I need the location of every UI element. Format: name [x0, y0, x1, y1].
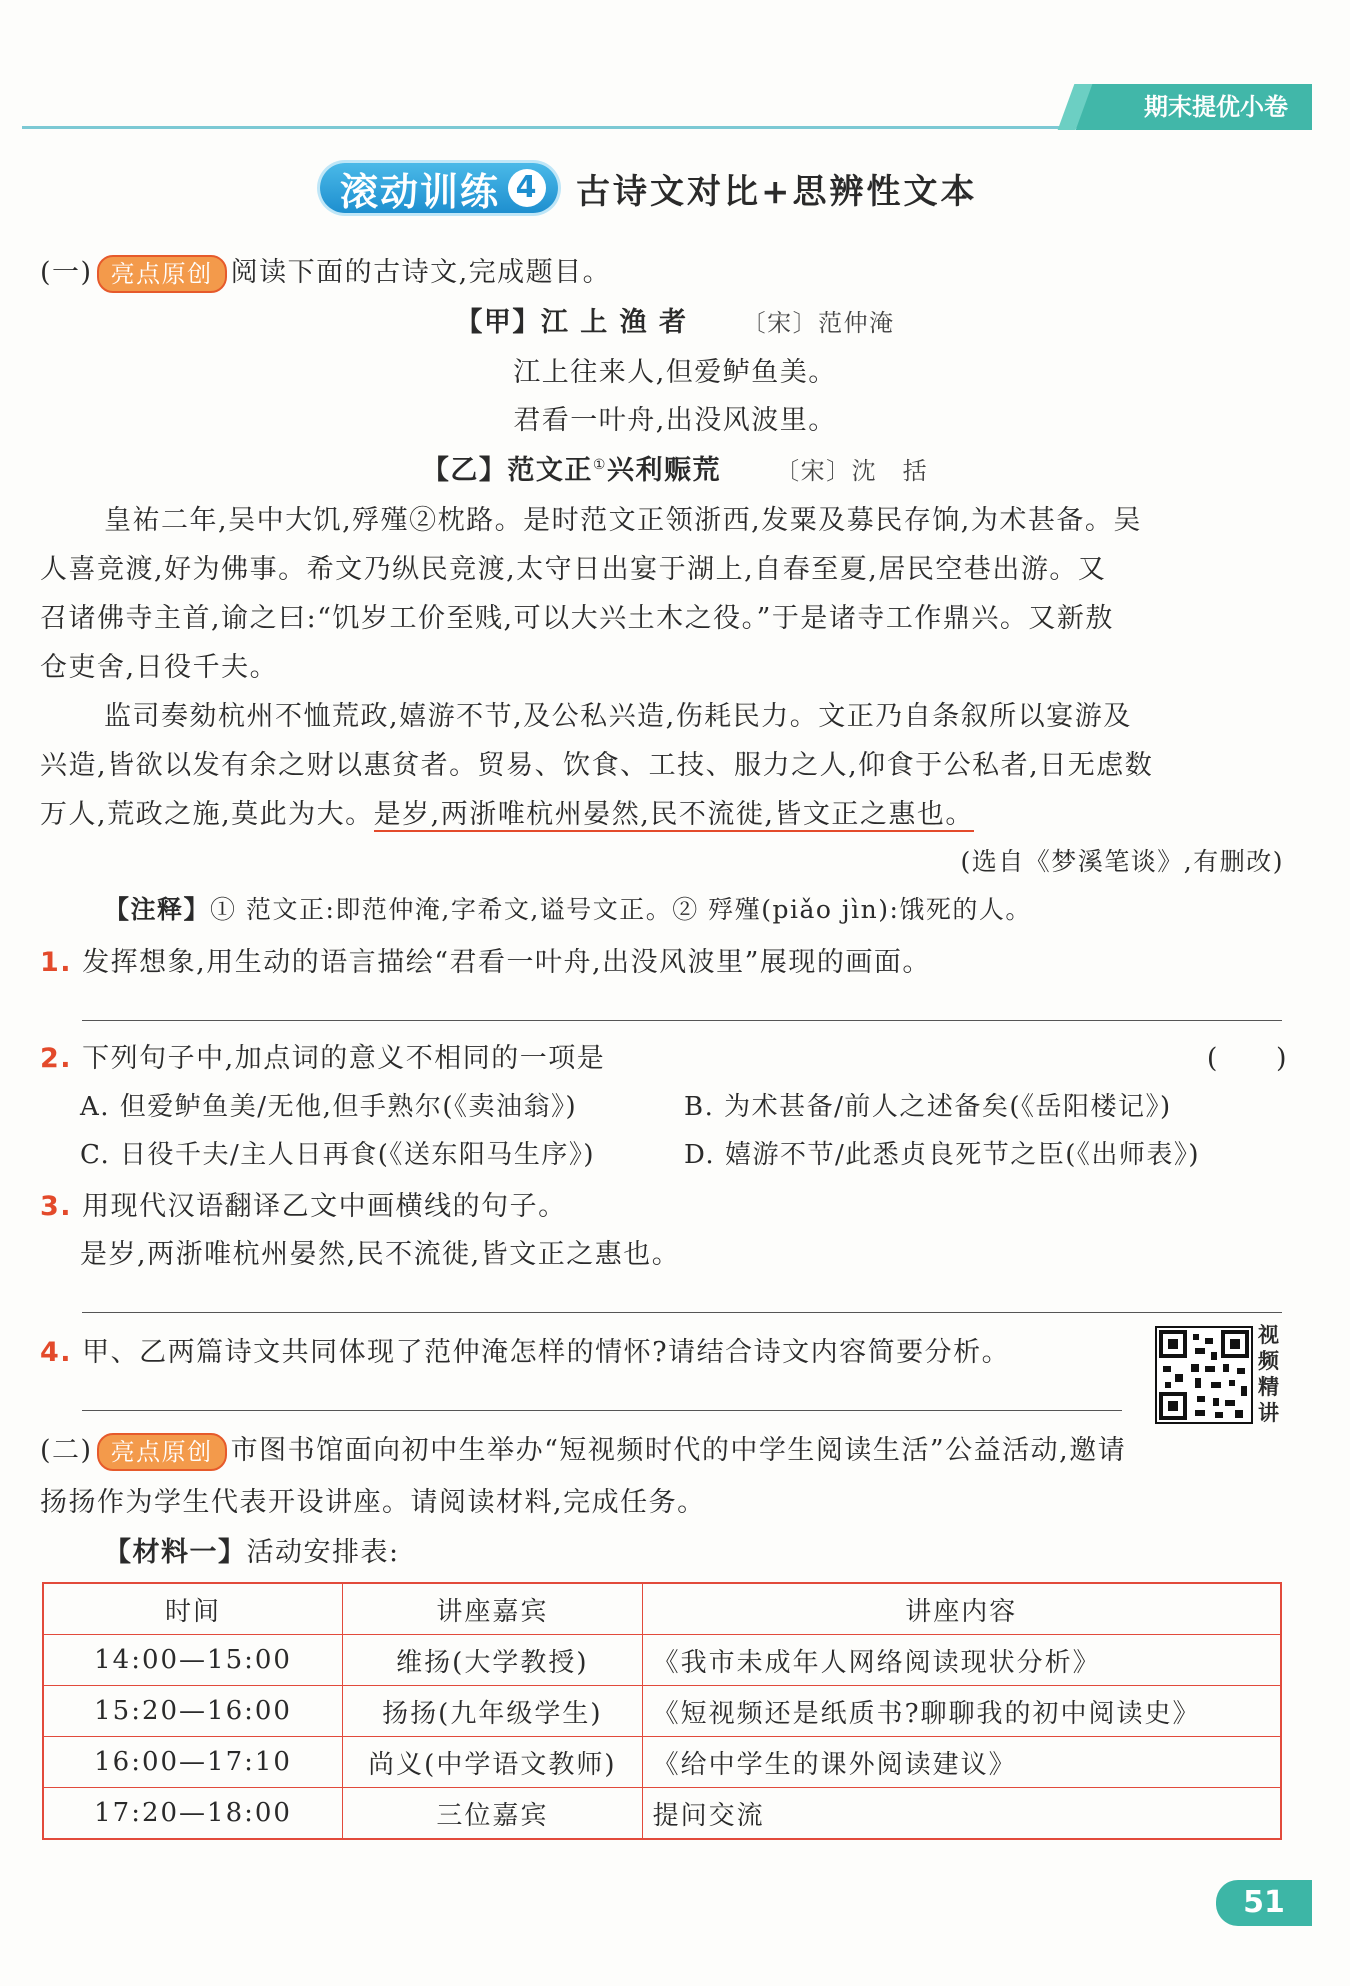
section2-heading: (二) 亮点原创 市图书馆面向初中生举办“短视频时代的中学生阅读生活”公益活动,邀请: [40, 1428, 1126, 1471]
answer-bracket[interactable]: ( ): [1206, 1043, 1288, 1074]
table-row: [43, 1686, 1281, 1737]
option-d[interactable]: D. 嬉游不节/此悉贞良死节之臣(《出师表》): [684, 1140, 1200, 1170]
para1-line-1: 皇祐二年,吴中大饥,殍殣②枕路。是时范文正领浙西,发粟及募民存饷,为术甚备。吴: [104, 505, 1142, 536]
answer-line-1[interactable]: [82, 1020, 1282, 1021]
table-row: [43, 1635, 1281, 1686]
poem-line-2: 君看一叶舟,出没风波里。: [513, 405, 837, 436]
option-b[interactable]: B. 为术甚备/前人之述备矣(《岳阳楼记》): [684, 1092, 1172, 1122]
table-row: [43, 1737, 1281, 1788]
table-header: 讲座内容: [642, 1583, 1281, 1635]
material-label: 【材料一】活动安排表:: [104, 1537, 400, 1568]
table-cell: 14:00—15:00: [43, 1635, 343, 1686]
table-row: [43, 1788, 1281, 1840]
para1-line-4: 仓吏舍,日役千夫。: [40, 652, 279, 683]
para1-line-2: 人喜竞渡,好为佛事。希文乃纵民竞渡,太守日出宴于湖上,自春至夏,居民空巷出游。又: [40, 554, 1107, 585]
qr-label: 视 频 精 讲: [1258, 1323, 1279, 1425]
question-1: 1. 发挥想象,用生动的语言描绘“君看一叶舟,出没风波里”展现的画面。: [40, 947, 931, 978]
answer-line-3[interactable]: [82, 1312, 1282, 1313]
section1-badge: 亮点原创: [97, 255, 227, 293]
question-2: 2. 下列句子中,加点词的意义不相同的一项是: [40, 1043, 606, 1074]
table-cell: 17:20—18:00: [43, 1788, 343, 1840]
title-badge: 滚动训练 4: [320, 163, 558, 213]
page-title: [320, 160, 978, 216]
table-header: 讲座嘉宾: [343, 1583, 643, 1635]
table-cell: 《短视频还是纸质书?聊聊我的初中阅读史》: [642, 1686, 1281, 1737]
title-number: 4: [508, 169, 546, 207]
poem-title: 【甲】江 上 渔 者 〔宋〕范仲淹: [455, 307, 895, 338]
option-a[interactable]: A. 但爱鲈鱼美/无他,但手熟尔(《卖油翁》): [80, 1092, 578, 1122]
source-note: (选自《梦溪笔谈》,有删改): [960, 847, 1284, 876]
table-cell: 《给中学生的课外阅读建议》: [642, 1737, 1281, 1788]
poem-line-1: 江上往来人,但爱鲈鱼美。: [513, 357, 837, 388]
para2-line-1: 监司奏劾杭州不恤荒政,嬉游不节,及公私兴造,伤耗民力。文正乃自条叙所以宴游及: [104, 701, 1132, 732]
question-4: 4. 甲、乙两篇诗文共同体现了范仲淹怎样的情怀?请结合诗文内容简要分析。: [40, 1337, 1011, 1368]
section2-line-2: 扬扬作为学生代表开设讲座。请阅读材料,完成任务。: [40, 1487, 706, 1518]
qr-code-icon[interactable]: [1155, 1326, 1253, 1424]
page-number: 51: [1216, 1880, 1312, 1926]
table-header: 时间: [43, 1583, 343, 1635]
para1-line-3: 召诸佛寺主首,谕之曰:“饥岁工价至贱,可以大兴土木之役。”于是诸寺工作鼎兴。又新敖: [40, 603, 1114, 634]
table-cell: 提问交流: [642, 1788, 1281, 1840]
table-cell: 扬扬(九年级学生): [343, 1686, 643, 1737]
question-3-sentence: 是岁,两浙唯杭州晏然,民不流徙,皆文正之惠也。: [80, 1239, 681, 1270]
prose-title: 【乙】范文正①兴利赈荒 〔宋〕沈 括: [421, 455, 929, 486]
underlined-sentence: 是岁,两浙唯杭州晏然,民不流徙,皆文正之惠也。: [373, 799, 974, 830]
table-cell: 15:20—16:00: [43, 1686, 343, 1737]
annotation: 【注释】① 范文正:即范仲淹,字希文,谥号文正。② 殍殣(piǎo jìn):饿死的人。: [104, 895, 1032, 924]
section2-badge: 亮点原创: [97, 1433, 227, 1471]
table-cell: 16:00—17:10: [43, 1737, 343, 1788]
section1-heading: (一) 亮点原创 阅读下面的古诗文,完成题目。: [40, 250, 611, 293]
table-cell: 《我市未成年人网络阅读现状分析》: [642, 1635, 1281, 1686]
table-cell: 尚义(中学语文教师): [343, 1737, 643, 1788]
header-tag: 期末提优小卷: [1052, 84, 1312, 130]
table-cell: 维扬(大学教授): [343, 1635, 643, 1686]
table-header-row: [43, 1583, 1281, 1635]
answer-line-4[interactable]: [82, 1410, 1122, 1411]
para2-line-3: 万人,荒政之施,莫此为大。是岁,两浙唯杭州晏然,民不流徙,皆文正之惠也。: [40, 799, 974, 830]
question-3: 3. 用现代汉语翻译乙文中画横线的句子。: [40, 1191, 567, 1222]
table-cell: 三位嘉宾: [343, 1788, 643, 1840]
title-text: 古诗文对比+思辨性文本: [576, 171, 978, 212]
option-c[interactable]: C. 日役千夫/主人日再食(《送东阳马生序》): [80, 1140, 596, 1170]
para2-line-2: 兴造,皆欲以发有余之财以惠贫者。贸易、饮食、工技、服力之人,仰食于公私者,日无虑数: [40, 750, 1154, 781]
schedule-table: [42, 1582, 1282, 1840]
